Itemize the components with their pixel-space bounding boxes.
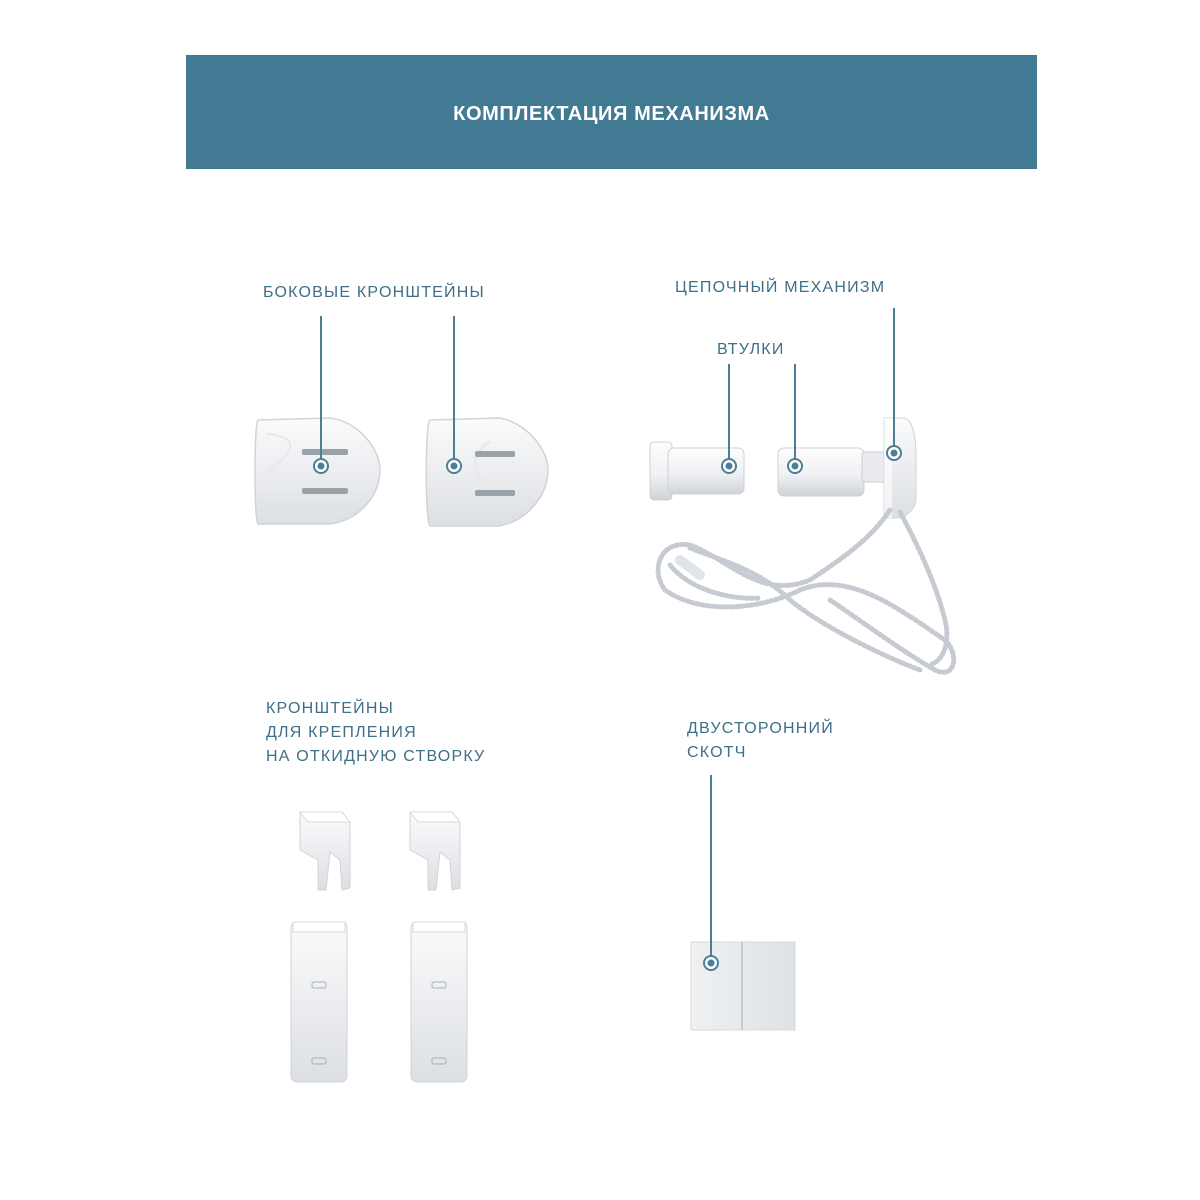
label-tape-line2: СКОТЧ [687,744,747,761]
ball-chain-icon [658,510,954,672]
label-side-brackets: БОКОВЫЕ КРОНШТЕЙНЫ [263,284,485,301]
sash-clip-bottom-left-icon [291,922,347,1082]
chain-connector-icon [680,560,700,575]
sash-clip-bottom-right-icon [411,922,467,1082]
label-bushings: ВТУЛКИ [717,341,785,358]
side-bracket-right-icon [426,418,548,526]
sash-clip-top-right-icon [410,812,460,890]
callout-dot-centers [318,450,898,967]
label-chain-mechanism: ЦЕПОЧНЫЙ МЕХАНИЗМ [675,279,886,296]
sash-clip-top-left-icon [300,812,350,890]
label-sash-brackets-line1: КРОНШТЕЙНЫ [266,700,394,717]
page-title: КОМПЛЕКТАЦИЯ МЕХАНИЗМА [453,102,770,125]
callout-lines [321,308,894,960]
label-sash-brackets-line3: НА ОТКИДНУЮ СТВОРКУ [266,748,486,765]
label-sash-brackets-line2: ДЛЯ КРЕПЛЕНИЯ [266,724,417,741]
callout-dots [314,446,901,970]
label-tape-line1: ДВУСТОРОННИЙ [687,720,834,737]
double-sided-tape-icon [691,942,795,1030]
